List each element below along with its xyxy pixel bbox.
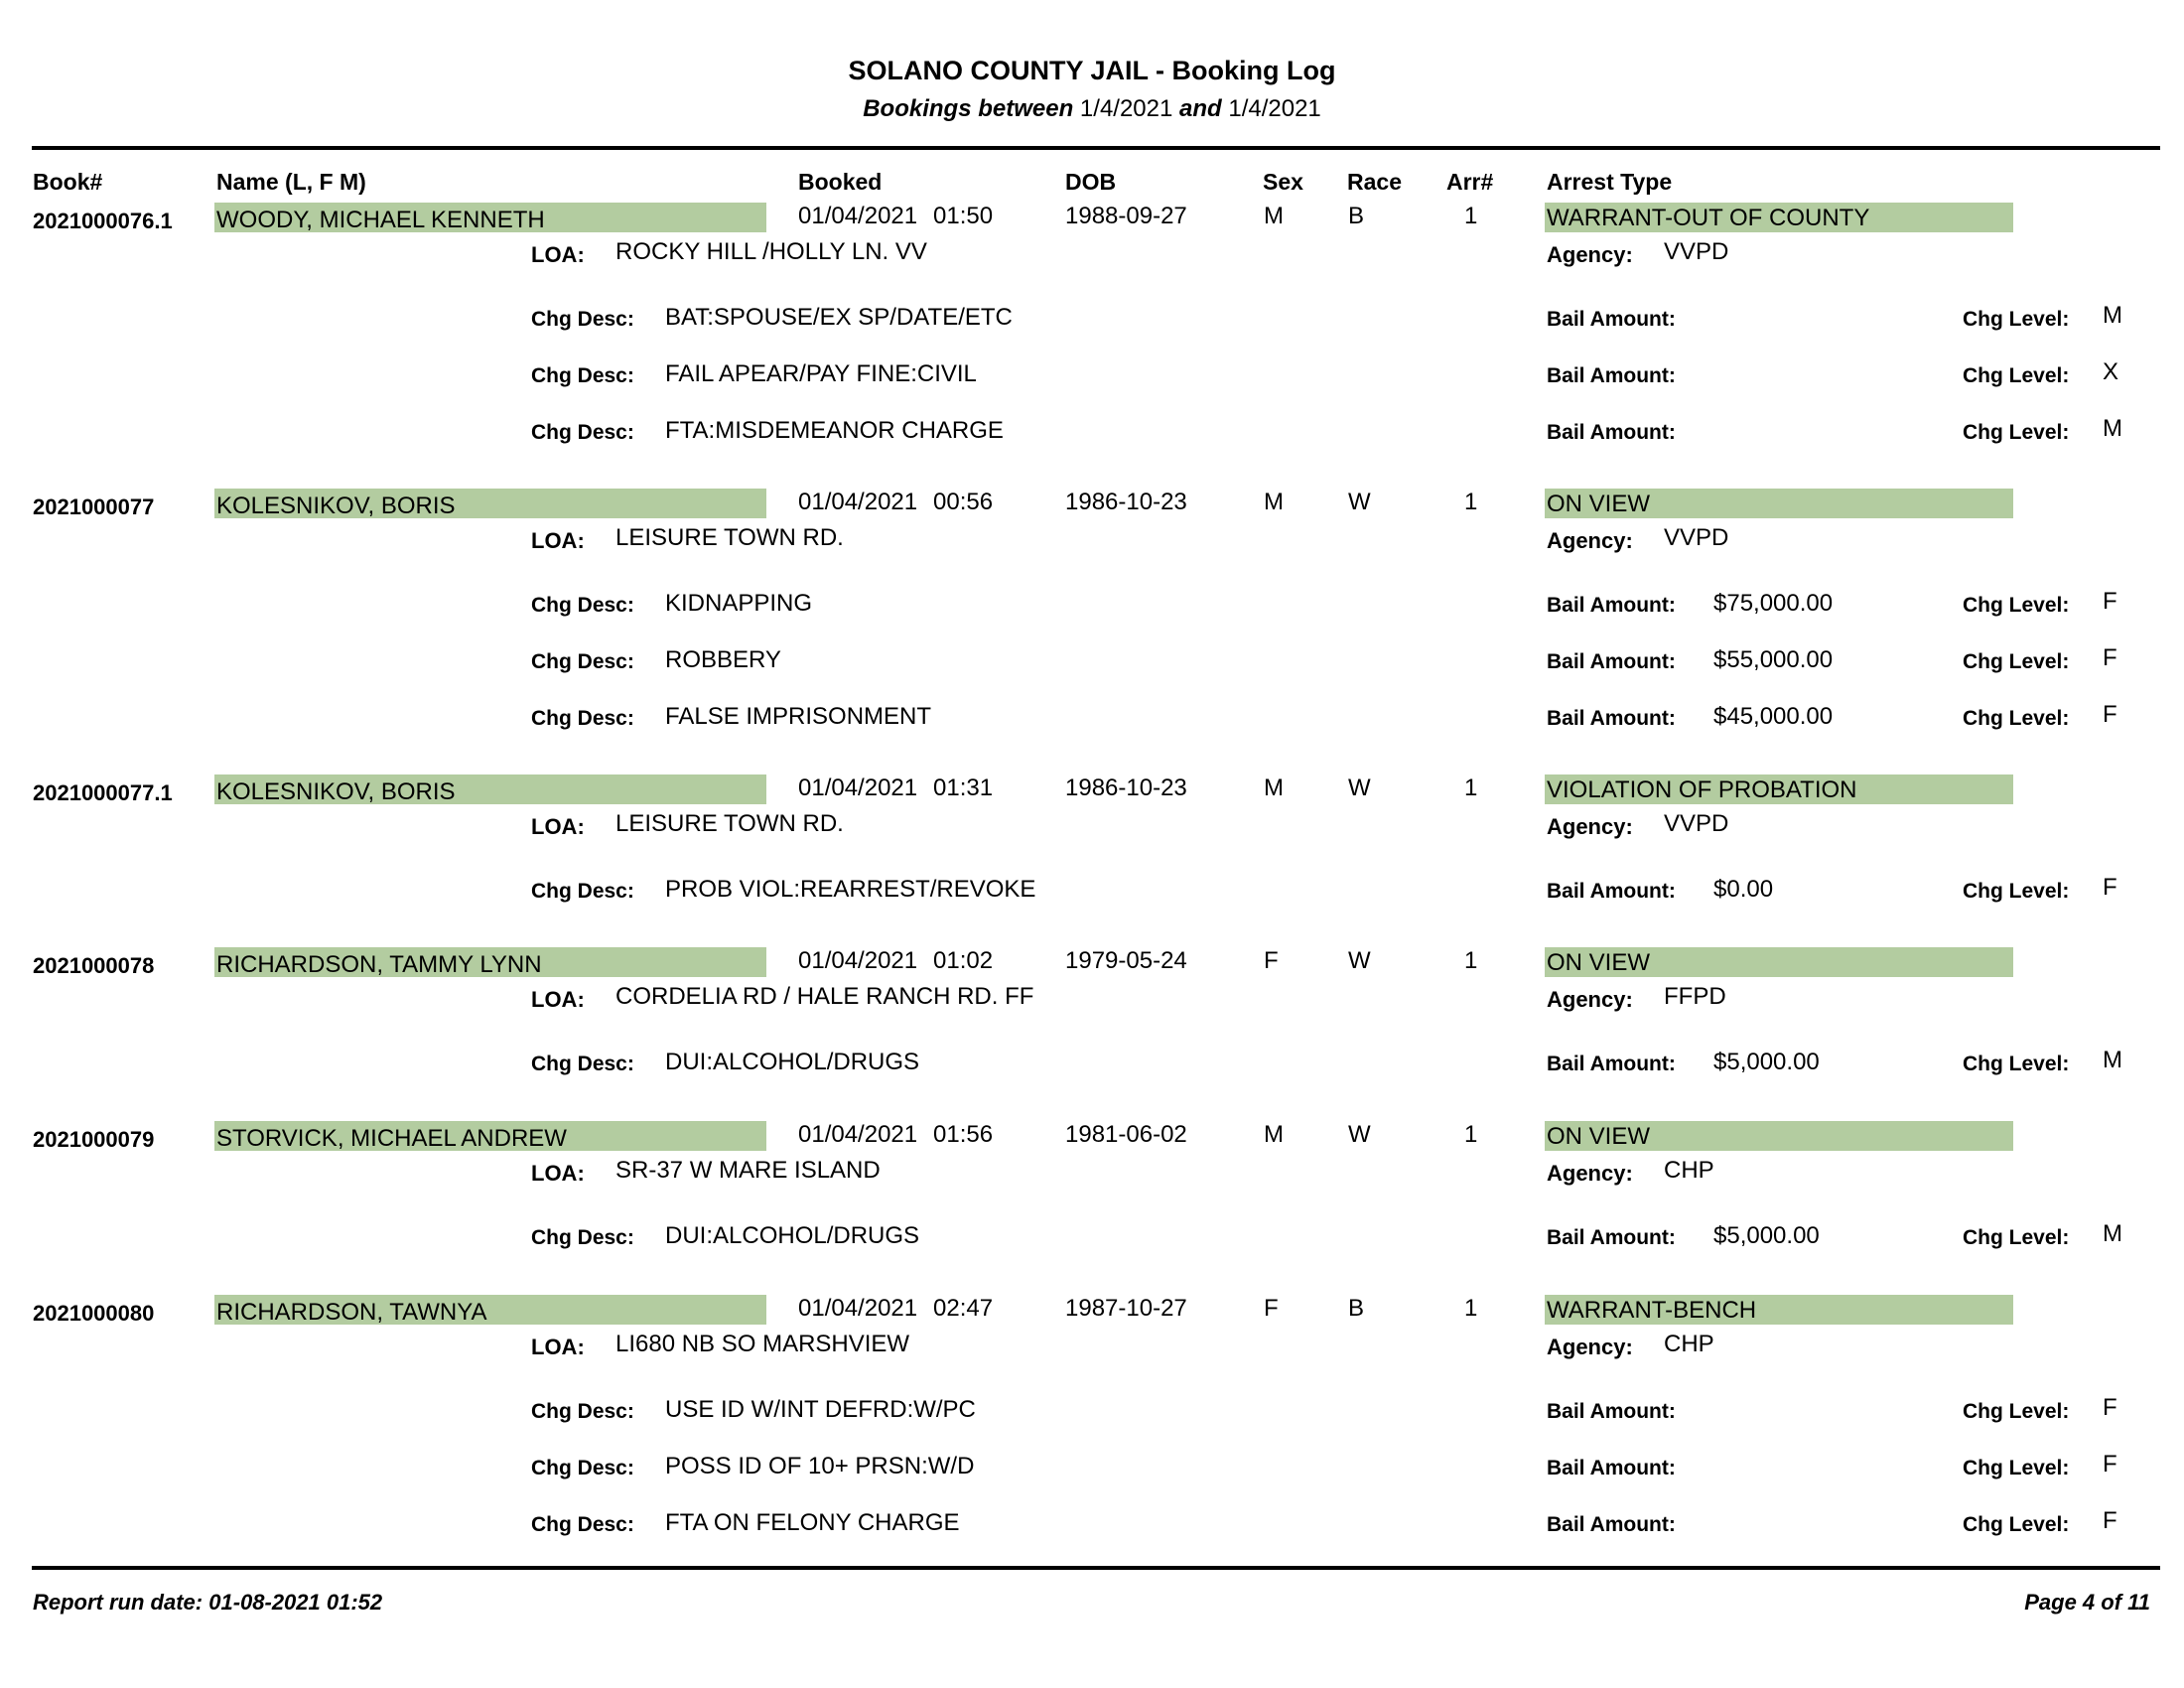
chg-level-label: Chg Level:	[1963, 1053, 2070, 1075]
inmate-name: KOLESNIKOV, BORIS	[216, 492, 456, 519]
agency-value: VVPD	[1664, 238, 1729, 265]
charge-description: FAIL APEAR/PAY FINE:CIVIL	[665, 360, 977, 387]
subtitle-prefix: Bookings between	[863, 95, 1074, 122]
bail-amount-label: Bail Amount:	[1547, 1457, 1676, 1479]
race: W	[1348, 1121, 1371, 1148]
chg-desc-label: Chg Desc:	[531, 1513, 634, 1536]
column-header-sex: Sex	[1263, 169, 1303, 195]
race: B	[1348, 1295, 1365, 1322]
chg-desc-label: Chg Desc:	[531, 880, 634, 903]
dob: 1979-05-24	[1065, 947, 1187, 974]
dob: 1986-10-23	[1065, 774, 1187, 801]
book-number: 2021000077	[33, 494, 155, 519]
arrest-number: 1	[1464, 1295, 1478, 1322]
charge-level: M	[2103, 1047, 2122, 1073]
race: W	[1348, 774, 1371, 801]
book-number: 2021000080	[33, 1301, 155, 1326]
loa-label: LOA:	[531, 814, 585, 839]
bail-amount-label: Bail Amount:	[1547, 364, 1676, 387]
subtitle-and: and	[1179, 95, 1222, 122]
footer-rule	[32, 1566, 2160, 1570]
charge-level: F	[2103, 1451, 2117, 1477]
booked-date: 01/04/2021	[798, 489, 918, 515]
bail-amount-label: Bail Amount:	[1547, 1400, 1676, 1423]
agency-label: Agency:	[1547, 1335, 1633, 1359]
race: B	[1348, 203, 1365, 229]
book-number: 2021000077.1	[33, 780, 173, 805]
sex: F	[1264, 1295, 1279, 1322]
charge-description: POSS ID OF 10+ PRSN:W/D	[665, 1453, 975, 1479]
bail-amount-label: Bail Amount:	[1547, 308, 1676, 331]
chg-level-label: Chg Level:	[1963, 421, 2070, 444]
booked-time: 01:02	[933, 947, 994, 974]
subtitle-start-date: 1/4/2021	[1079, 95, 1173, 122]
book-number: 2021000076.1	[33, 209, 173, 233]
agency-label: Agency:	[1547, 1161, 1633, 1186]
chg-level-label: Chg Level:	[1963, 364, 2070, 387]
chg-desc-label: Chg Desc:	[531, 650, 634, 673]
chg-desc-label: Chg Desc:	[531, 364, 634, 387]
chg-level-label: Chg Level:	[1963, 1400, 2070, 1423]
chg-level-label: Chg Level:	[1963, 594, 2070, 617]
arrest-type: VIOLATION OF PROBATION	[1547, 776, 1857, 803]
arrest-type: WARRANT-BENCH	[1547, 1297, 1757, 1324]
column-header-dob: DOB	[1065, 169, 1117, 195]
booked-date: 01/04/2021	[798, 947, 918, 974]
charge-level: F	[2103, 644, 2117, 671]
loa-label: LOA:	[531, 1335, 585, 1359]
book-number: 2021000079	[33, 1127, 155, 1152]
page-number: Page 4 of 11	[2024, 1590, 2150, 1615]
bail-amount: $0.00	[1713, 876, 1774, 903]
bail-amount: $5,000.00	[1713, 1222, 1820, 1249]
column-header-book: Book#	[33, 169, 103, 195]
inmate-name: STORVICK, MICHAEL ANDREW	[216, 1125, 567, 1152]
agency-value: VVPD	[1664, 524, 1729, 551]
charge-level: F	[2103, 701, 2117, 728]
bail-amount: $5,000.00	[1713, 1049, 1820, 1075]
charge-description: DUI:ALCOHOL/DRUGS	[665, 1222, 920, 1249]
loa-value: LEISURE TOWN RD.	[615, 524, 844, 551]
charge-description: USE ID W/INT DEFRD:W/PC	[665, 1396, 976, 1423]
booked-time: 01:50	[933, 203, 994, 229]
subtitle-end-date: 1/4/2021	[1228, 95, 1321, 122]
report-subtitle	[0, 95, 2184, 123]
arrest-number: 1	[1464, 947, 1478, 974]
charge-level: F	[2103, 874, 2117, 901]
charge-level: F	[2103, 588, 2117, 615]
chg-desc-label: Chg Desc:	[531, 1457, 634, 1479]
book-number: 2021000078	[33, 953, 155, 978]
agency-value: CHP	[1664, 1157, 1714, 1184]
bail-amount-label: Bail Amount:	[1547, 421, 1676, 444]
chg-level-label: Chg Level:	[1963, 1457, 2070, 1479]
loa-label: LOA:	[531, 528, 585, 553]
chg-level-label: Chg Level:	[1963, 880, 2070, 903]
bail-amount-label: Bail Amount:	[1547, 1513, 1676, 1536]
chg-level-label: Chg Level:	[1963, 1226, 2070, 1249]
agency-value: FFPD	[1664, 983, 1726, 1010]
charge-description: KIDNAPPING	[665, 590, 813, 617]
bail-amount-label: Bail Amount:	[1547, 880, 1676, 903]
loa-value: CORDELIA RD / HALE RANCH RD. FF	[615, 983, 1034, 1010]
sex: M	[1264, 489, 1284, 515]
charge-description: PROB VIOL:REARREST/REVOKE	[665, 876, 1036, 903]
dob: 1988-09-27	[1065, 203, 1187, 229]
booked-date: 01/04/2021	[798, 203, 918, 229]
sex: M	[1264, 1121, 1284, 1148]
arrest-number: 1	[1464, 774, 1478, 801]
race: W	[1348, 489, 1371, 515]
column-header-arrest-type: Arrest Type	[1547, 169, 1673, 195]
loa-label: LOA:	[531, 242, 585, 267]
arrest-number: 1	[1464, 1121, 1478, 1148]
column-header-name: Name (L, F M)	[216, 169, 366, 195]
agency-value: VVPD	[1664, 810, 1729, 837]
chg-level-label: Chg Level:	[1963, 707, 2070, 730]
booked-date: 01/04/2021	[798, 1121, 918, 1148]
header-rule	[32, 146, 2160, 150]
column-header-race: Race	[1347, 169, 1402, 195]
chg-level-label: Chg Level:	[1963, 308, 2070, 331]
loa-value: LI680 NB SO MARSHVIEW	[615, 1331, 910, 1357]
charge-level: F	[2103, 1394, 2117, 1421]
charge-description: ROBBERY	[665, 646, 781, 673]
report-title: SOLANO COUNTY JAIL - Booking Log	[848, 56, 1336, 85]
charge-description: DUI:ALCOHOL/DRUGS	[665, 1049, 920, 1075]
bail-amount: $55,000.00	[1713, 646, 1834, 673]
column-header-arr: Arr#	[1446, 169, 1494, 195]
agency-label: Agency:	[1547, 528, 1633, 553]
charge-level: M	[2103, 302, 2122, 329]
chg-level-label: Chg Level:	[1963, 650, 2070, 673]
charge-level: M	[2103, 415, 2122, 442]
arrest-type: ON VIEW	[1547, 1123, 1651, 1150]
chg-desc-label: Chg Desc:	[531, 308, 634, 331]
arrest-type: ON VIEW	[1547, 491, 1651, 517]
arrest-number: 1	[1464, 203, 1478, 229]
agency-value: CHP	[1664, 1331, 1714, 1357]
arrest-type: ON VIEW	[1547, 949, 1651, 976]
inmate-name: WOODY, MICHAEL KENNETH	[216, 207, 545, 233]
arrest-type: WARRANT-OUT OF COUNTY	[1547, 205, 1870, 231]
chg-desc-label: Chg Desc:	[531, 707, 634, 730]
sex: M	[1264, 774, 1284, 801]
dob: 1981-06-02	[1065, 1121, 1187, 1148]
charge-description: FTA ON FELONY CHARGE	[665, 1509, 960, 1536]
chg-level-label: Chg Level:	[1963, 1513, 2070, 1536]
loa-label: LOA:	[531, 987, 585, 1012]
charge-description: FTA:MISDEMEANOR CHARGE	[665, 417, 1004, 444]
inmate-name: RICHARDSON, TAWNYA	[216, 1299, 487, 1326]
sex: M	[1264, 203, 1284, 229]
race: W	[1348, 947, 1371, 974]
charge-level: F	[2103, 1507, 2117, 1534]
loa-value: SR-37 W MARE ISLAND	[615, 1157, 881, 1184]
chg-desc-label: Chg Desc:	[531, 1400, 634, 1423]
loa-label: LOA:	[531, 1161, 585, 1186]
booked-date: 01/04/2021	[798, 1295, 918, 1322]
chg-desc-label: Chg Desc:	[531, 594, 634, 617]
booked-date: 01/04/2021	[798, 774, 918, 801]
chg-desc-label: Chg Desc:	[531, 1226, 634, 1249]
inmate-name: KOLESNIKOV, BORIS	[216, 778, 456, 805]
chg-desc-label: Chg Desc:	[531, 421, 634, 444]
agency-label: Agency:	[1547, 242, 1633, 267]
report-run-date: Report run date: 01-08-2021 01:52	[33, 1590, 383, 1615]
charge-description: BAT:SPOUSE/EX SP/DATE/ETC	[665, 304, 1013, 331]
agency-label: Agency:	[1547, 814, 1633, 839]
bail-amount-label: Bail Amount:	[1547, 1053, 1676, 1075]
bail-amount-label: Bail Amount:	[1547, 707, 1676, 730]
charge-level: M	[2103, 1220, 2122, 1247]
bail-amount-label: Bail Amount:	[1547, 594, 1676, 617]
booked-time: 01:56	[933, 1121, 994, 1148]
sex: F	[1264, 947, 1279, 974]
agency-label: Agency:	[1547, 987, 1633, 1012]
booked-time: 01:31	[933, 774, 994, 801]
chg-desc-label: Chg Desc:	[531, 1053, 634, 1075]
booked-time: 02:47	[933, 1295, 994, 1322]
column-header-booked: Booked	[798, 169, 883, 195]
bail-amount: $45,000.00	[1713, 703, 1834, 730]
inmate-name: RICHARDSON, TAMMY LYNN	[216, 951, 542, 978]
charge-level: X	[2103, 358, 2119, 385]
booked-time: 00:56	[933, 489, 994, 515]
loa-value: LEISURE TOWN RD.	[615, 810, 844, 837]
charge-description: FALSE IMPRISONMENT	[665, 703, 932, 730]
loa-value: ROCKY HILL /HOLLY LN. VV	[615, 238, 927, 265]
bail-amount-label: Bail Amount:	[1547, 1226, 1676, 1249]
bail-amount: $75,000.00	[1713, 590, 1834, 617]
dob: 1986-10-23	[1065, 489, 1187, 515]
dob: 1987-10-27	[1065, 1295, 1187, 1322]
bail-amount-label: Bail Amount:	[1547, 650, 1676, 673]
arrest-number: 1	[1464, 489, 1478, 515]
